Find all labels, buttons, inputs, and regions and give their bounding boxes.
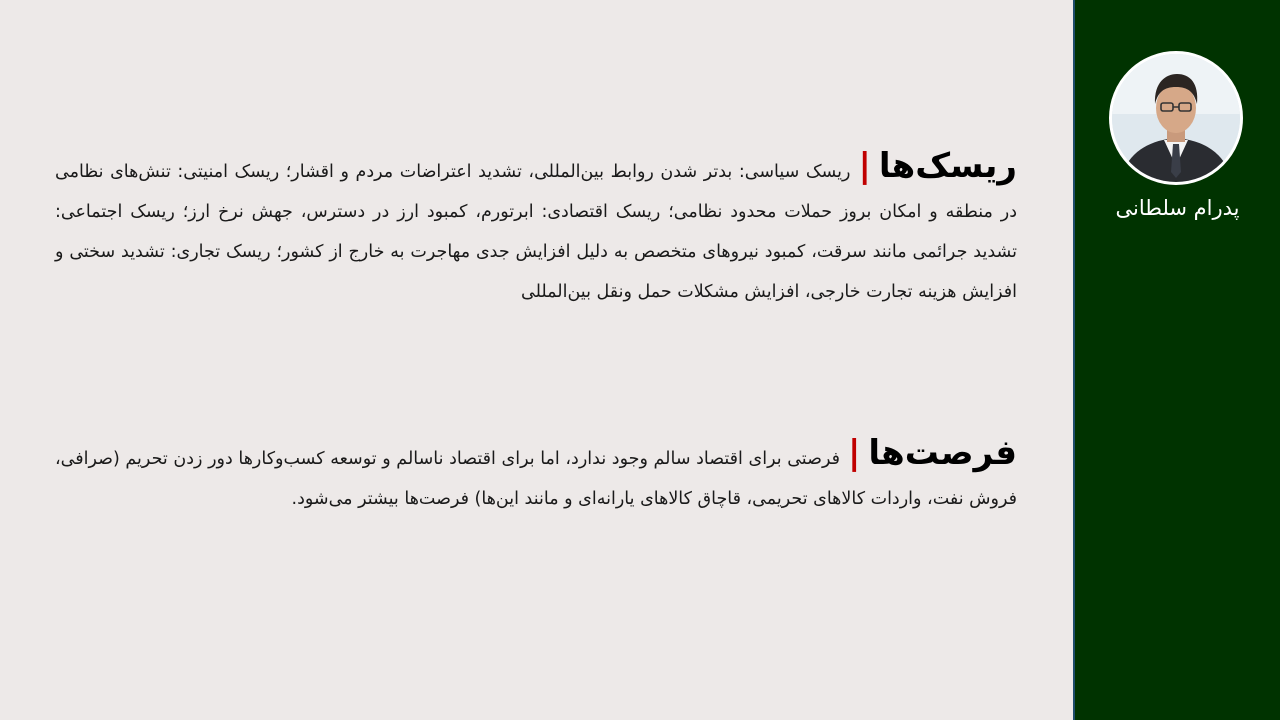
sidebar [1073,0,1280,720]
avatar [1109,51,1243,185]
person-name: پدرام سلطانی [1115,196,1240,220]
opportunities-heading: فرصت‌ها [868,433,1017,473]
opportunities-separator: | [847,433,861,473]
risks-section [55,146,1017,312]
risks-heading: ریسک‌ها [878,146,1017,186]
risks-text: ریسک سیاسی: بدتر شدن روابط بین‌المللی، تشدید اعتراضات مردم و اقشار؛ ریسک امنیتی: تنش‌های نظامی در منطقه و امکان بروز حملات محدود نظامی؛ ریسک اقتصادی: ابرتورم، کمبود ارز در دسترس، جهش نرخ ارز؛ ریسک اجتماعی: تشدید جرائمی مانند سرقت، کمبود نیروهای متخصص به دلیل افزایش جدی مهاجرت به خارج از کشور؛ ریسک تجاری: تشدید سختی و افزایش هزینه تجارت خارجی، افزایش مشکلات حمل ونقل بین‌المللی [55,162,1017,302]
risks-separator: | [858,146,871,186]
portrait-photo-icon [1112,54,1240,182]
opportunities-section [55,433,1017,519]
opportunities-text: فرصتی برای اقتصاد سالم وجود ندارد، اما برای اقتصاد ناسالم و توسعه کسب‌وکارها دور زدن تحریم (صرافی، فروش نفت، واردات کالاهای تحریمی، قاچاق کالاهای یارانه‌ای و مانند این‌ها) فرصت‌ها بیشتر می‌شود. [55,449,1017,509]
